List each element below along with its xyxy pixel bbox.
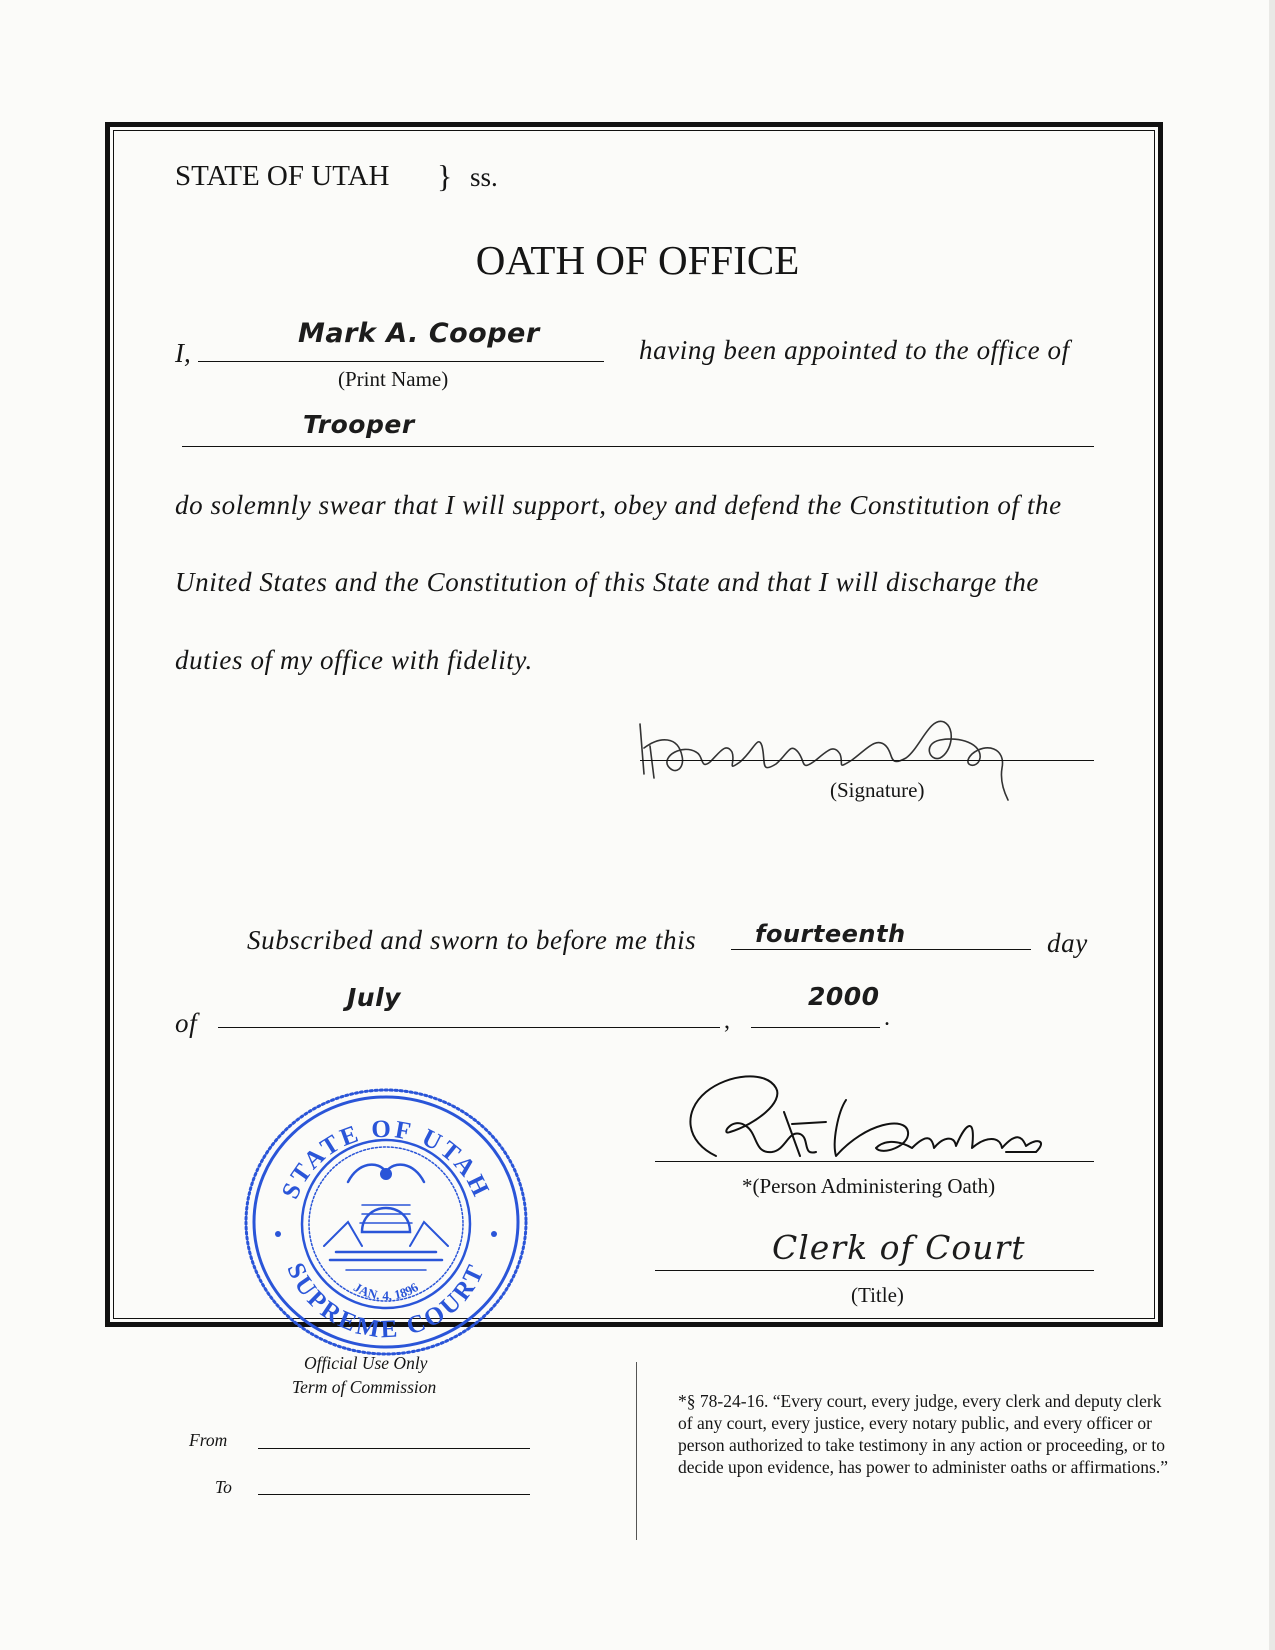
state-heading: STATE OF UTAH bbox=[175, 160, 390, 192]
name-caption: (Print Name) bbox=[338, 367, 449, 391]
document-title: OATH OF OFFICE bbox=[475, 237, 800, 283]
month-comma: , bbox=[724, 1008, 730, 1034]
to-label: To bbox=[215, 1477, 232, 1497]
to-field-line bbox=[258, 1494, 530, 1495]
day-underline bbox=[731, 949, 1031, 950]
year-handwritten: 2000 bbox=[808, 982, 880, 1011]
brace-symbol: } bbox=[437, 158, 453, 194]
day-word: day bbox=[1047, 928, 1088, 958]
year-underline bbox=[751, 1027, 880, 1028]
appointed-text: having been appointed to the office of bbox=[639, 335, 1070, 365]
from-field-line bbox=[258, 1448, 530, 1449]
ss-abbreviation: ss. bbox=[470, 162, 498, 192]
footer-divider bbox=[636, 1362, 637, 1540]
official-use-heading: Official Use Only bbox=[304, 1353, 428, 1373]
month-underline bbox=[218, 1027, 720, 1028]
oath-body-line-3: duties of my office with fidelity. bbox=[175, 645, 533, 675]
title-handwritten: Clerk of Court bbox=[772, 1228, 1026, 1267]
of-word: of bbox=[175, 1008, 198, 1038]
seal-bottom-text: SUPREME COURT bbox=[281, 1258, 491, 1344]
oath-prefix: I, bbox=[175, 338, 191, 368]
term-of-commission-heading: Term of Commission bbox=[292, 1377, 437, 1397]
oath-body-line-2: United States and the Constitution of this State and that I will discharge the bbox=[175, 567, 1040, 597]
name-handwritten: Mark A. Cooper bbox=[298, 318, 540, 349]
month-handwritten: July bbox=[347, 983, 401, 1012]
sworn-lead-text: Subscribed and sworn to before me this bbox=[247, 925, 697, 955]
supreme-court-seal bbox=[238, 1082, 534, 1362]
title-caption: (Title) bbox=[851, 1283, 904, 1307]
administrator-caption: *(Person Administering Oath) bbox=[742, 1174, 996, 1198]
oath-body-line-1: do solemnly swear that I will support, obey and defend the Constitution of the bbox=[175, 490, 1062, 520]
office-handwritten: Trooper bbox=[303, 410, 415, 439]
seal-top-text: STATE OF UTAH bbox=[276, 1115, 496, 1203]
signature-caption: (Signature) bbox=[830, 778, 925, 802]
statute-citation: *§ 78-24-16. “Every court, every judge, every clerk and deputy clerk of any court, every justice, every notary public, and every officer or person authorized to take testimony in any action or proceeding, or to decide upon evidence, has power to administer oaths or affirmations.” bbox=[678, 1391, 1169, 1477]
administrator-underline bbox=[655, 1161, 1094, 1162]
seal-date-text: JAN. 4, 1896 bbox=[351, 1279, 421, 1304]
year-period: . bbox=[884, 1005, 890, 1031]
office-underline bbox=[182, 446, 1094, 447]
name-underline bbox=[198, 361, 604, 362]
title-underline bbox=[655, 1270, 1094, 1271]
signature-underline bbox=[640, 760, 1094, 761]
administrator-signature bbox=[676, 1052, 1056, 1170]
from-label: From bbox=[189, 1430, 228, 1450]
day-handwritten: fourteenth bbox=[755, 920, 906, 948]
